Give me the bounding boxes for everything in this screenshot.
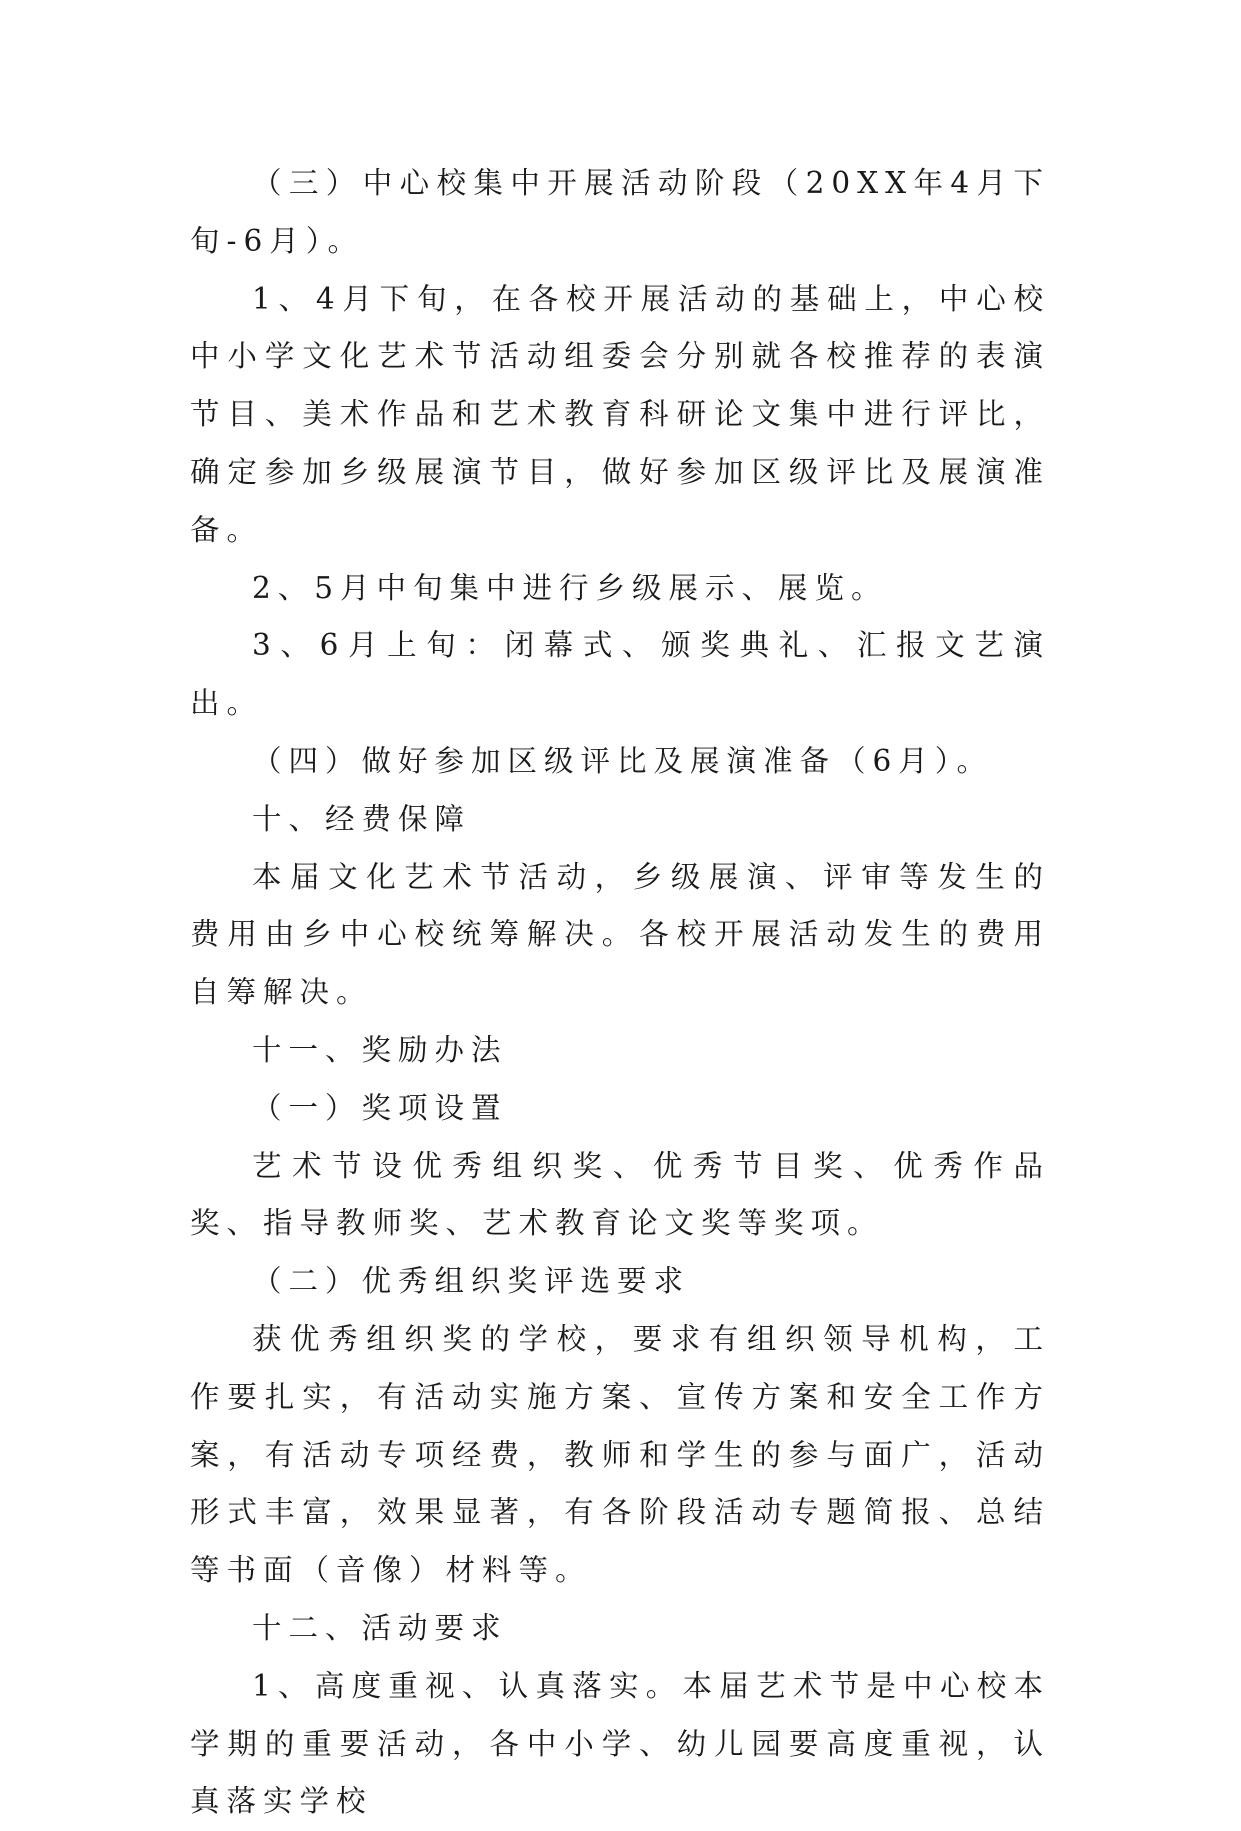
paragraph-stage-three-heading: （三）中心校集中开展活动阶段（20XX年4月下旬-6月）。 bbox=[190, 166, 1050, 258]
paragraph-mid-may: 2、5月中旬集中进行乡级展示、展览。 bbox=[252, 570, 888, 605]
paragraph-organization-award: 获优秀组织奖的学校，要求有组织领导机构，工作要扎实，有活动实施方案、宣传方案和安全工作方案，有活动专项经费，教师和学生的参与面广，活动形式丰富，效果显著，有各阶段活动专题简报、总结等书面（音像）材料等。 bbox=[190, 1321, 1050, 1588]
paragraph-funding: 本届文化艺术节活动，乡级展演、评审等发生的费用由乡中心校统筹解决。各校开展活动发生的费用自筹解决。 bbox=[190, 859, 1050, 1010]
paragraph-late-april: 1、4月下旬，在各校开展活动的基础上，中心校中小学文化艺术节活动组委会分别就各校推荐的表演节目、美术作品和艺术教育科研论文集中进行评比，确定参加乡级展演节目，做好参加区级评比及展演准备。 bbox=[190, 281, 1050, 547]
subheading-organization-award: （二）优秀组织奖评选要求 bbox=[252, 1264, 691, 1299]
section-heading-rewards: 十一、奖励办法 bbox=[252, 1032, 508, 1067]
section-heading-funding: 十、经费保障 bbox=[252, 801, 472, 836]
paragraph-requirements-one: 1、高度重视、认真落实。本届艺术节是中心校本学期的重要活动，各中小学、幼儿园要高度重视，认真落实学校 bbox=[190, 1668, 1050, 1819]
paragraph-stage-four-heading: （四）做好参加区级评比及展演准备（6月）。 bbox=[252, 743, 994, 778]
document-body bbox=[190, 155, 1050, 1831]
section-heading-requirements: 十二、活动要求 bbox=[252, 1610, 508, 1645]
paragraph-award-categories: 艺术节设优秀组织奖、优秀节目奖、优秀作品奖、指导教师奖、艺术教育论文奖等奖项。 bbox=[190, 1148, 1050, 1241]
paragraph-early-june: 3、6月上旬：闭幕式、颁奖典礼、汇报文艺演出。 bbox=[190, 628, 1050, 721]
subheading-award-categories: （一）奖项设置 bbox=[252, 1090, 508, 1125]
